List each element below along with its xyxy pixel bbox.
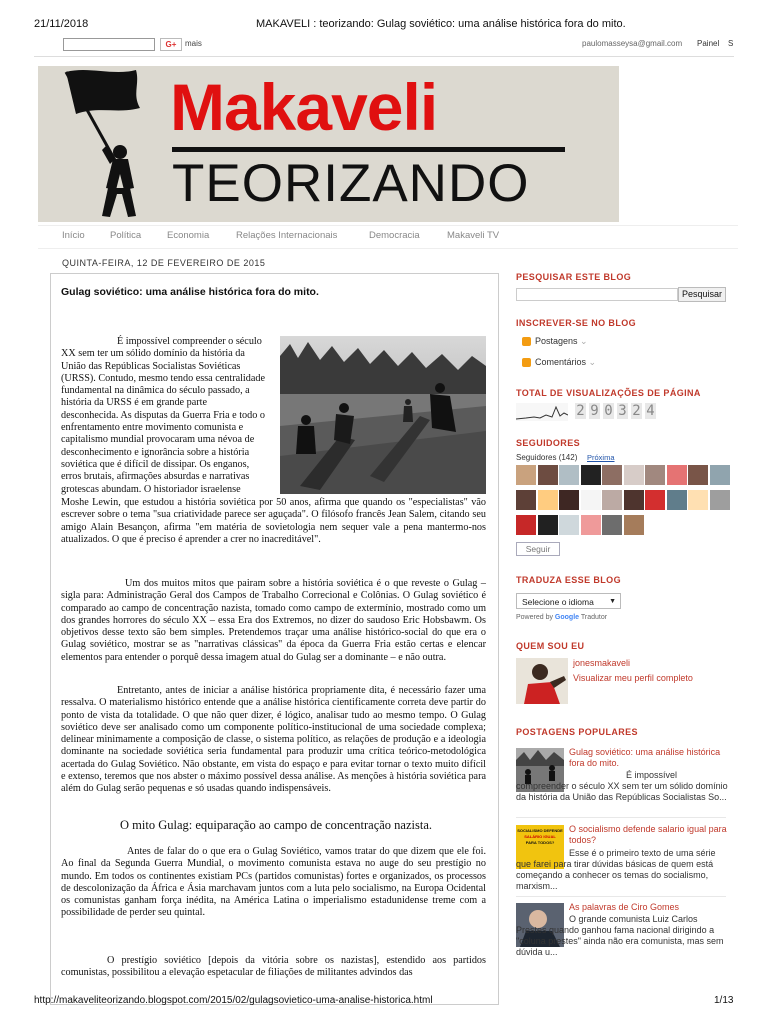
author-name-link[interactable]: jonesmakaveli [573,658,631,668]
follower-avatar[interactable] [710,490,730,510]
blog-subtitle: TEORIZANDO [172,154,530,213]
paragraph-1-wrap [61,336,271,496]
follower-avatar[interactable] [516,515,536,535]
post-date: QUINTA-FEIRA, 12 DE FEVEREIRO DE 2015 [62,258,266,268]
powered-by-prefix: Powered by [516,614,553,621]
follower-avatar[interactable] [559,490,579,510]
popular-post-3-title[interactable]: As palavras de Ciro Gomes [569,902,680,912]
feed-icon [522,358,531,367]
paragraph-2: Um dos muitos mitos que pairam sobre a história soviética é o que reveste o Gulag – sigla para: Administração Geral dos Campos de Trabalho Correcional e Colônias. O Gulag soviético é comparado ao campo de concentração nazista, tomado como campo de extermínio, mostrado como um dos grandes horrores do século XX – essa Era dos Extremos, no dizer do saudoso Eric Hobsbawm. Os objetivos desse texto são bem simples. Pretendemos traçar uma análise histórico-social do que era o Gulag soviético, mostrar se as "narrativas clássicas" da época da Guerra Fria estão certas e elencar elementos para entender o porquê dessa imagem atual do Gulag ser a dominante – e não outra. [61,578,486,663]
follower-avatar[interactable] [538,515,558,535]
navbar-divider [34,56,734,57]
pageview-digit: 9 [590,403,599,419]
translate-heading: TRADUZA ESSE BLOG [516,575,621,585]
p1-line: É impossível compreender o século [117,336,262,347]
subscribe-comments-dropdown[interactable] [522,357,596,368]
p1-line: enfrentamento entre movimento comunista e [61,422,244,434]
tab-politica[interactable]: Política [110,230,142,241]
tab-relacoes-internacionais[interactable]: Relações Internacionais [236,230,338,241]
p1-line: soviética que é difícil de dissipar. Os enganos, [61,458,250,470]
print-url: http://makaveliteorizando.blogspot.com/2015/02/gulagsovietico-uma-analise-historica.html [34,995,433,1006]
search-heading: PESQUISAR ESTE BLOG [516,272,632,282]
p1-line: (URSS). Contudo, mesmo tendo essa centralidade [61,372,265,384]
about-heading: QUEM SOU EU [516,641,585,651]
follower-avatar[interactable] [538,465,558,485]
gulag-photo[interactable] [280,336,486,494]
pageviews-sparkline [516,403,568,421]
language-select[interactable] [516,593,621,609]
title-underline [172,147,565,152]
follower-avatar[interactable] [602,490,622,510]
subscribe-posts-label: Postagens [535,336,578,346]
follower-avatar[interactable] [602,515,622,535]
thumb-2-line: SALÁRIO IGUAL [524,834,556,839]
user-email: paulomasseysa@gmail.com [582,39,683,48]
pageview-digit: 3 [618,403,627,419]
popular-post-2-snippet: Esse é o primeiro texto de uma série que farei para tirar dúvidas básicas de quem está começando a conhecer os temas do socialismo, marxism... [516,848,716,891]
follower-avatar[interactable] [516,465,536,485]
tab-democracia[interactable]: Democracia [369,230,420,241]
paragraph-4: Antes de falar do o que era o Gulag Soviético, vamos tratar do que dizem que ele foi. Ao final da Segunda Guerra Mundial, o movimento comunista estava no auge do seu prestígio no mundo. Em todos os continentes existiam PCs (partidos comunistas) fortes e organizados, os processos de descolonização da África e Ásia marchavam juntos com a luta pelo socialismo, na Europa Ocidental os comunistas ganham força inédita, na América Latina o imperialismo estadunidense treme com a possibilidade de perder seu quintal. [61,846,486,919]
signout-link[interactable]: S [728,39,734,48]
p1-line: fundamental na dinâmica do século passado, a [61,385,250,397]
popular-post-3-snippet: O grande comunista Luiz Carlos Prestes quando ganhou fama nacional dirigindo a "coluna prestes" ainda não era comunista, mas sem dúvida u... [516,914,724,957]
post-title[interactable]: Gulag soviético: uma análise histórica fora do mito. [61,286,319,298]
pageview-digit: 4 [646,403,655,419]
follower-avatar[interactable] [624,465,644,485]
follower-avatar[interactable] [710,465,730,485]
caret-down-icon: ▼ [609,598,616,605]
subscribe-posts-dropdown[interactable] [522,336,588,347]
follow-button[interactable]: Seguir [516,542,560,556]
chevron-down-icon: ⌄ [586,357,597,367]
print-date: 21/11/2018 [34,18,89,30]
thumb-2-line: PARA TODOS? [525,840,555,845]
p1-line: capitalismo mundial provocaram uma névoa de [61,434,255,446]
feed-icon [522,337,531,346]
powered-by-suffix: Tradutor [580,614,608,621]
blog-search-input[interactable] [516,288,678,301]
pageview-digit: 2 [576,403,585,419]
popular-divider [516,817,726,818]
pageview-digit: 0 [604,403,613,419]
search-button[interactable]: Pesquisar [678,287,726,302]
follower-avatar[interactable] [645,465,665,485]
print-page-number: 1/13 [714,995,734,1006]
thumb-2-line: SOCIALISMO DEFENDE [517,828,563,833]
pageview-digit: 2 [632,403,641,419]
follower-avatar[interactable] [667,465,687,485]
tab-makaveli-tv[interactable]: Makaveli TV [447,230,500,241]
paragraph-5: O prestígio soviético [depois da vitória sobre os nazistas], estendido aos partidos comunistas, possibilitou a elevação espetacular de filiações de militantes advindos das [61,955,486,979]
subscribe-comments-label: Comentários [535,357,587,367]
chevron-down-icon: ⌄ [577,336,588,346]
more-link[interactable]: mais [185,39,202,48]
follower-avatar[interactable] [538,490,558,510]
tab-economia[interactable]: Economia [167,230,210,241]
section-heading: O mito Gulag: equiparação ao campo de concentração nazista. [120,818,433,832]
follower-avatar[interactable] [645,490,665,510]
follower-avatar[interactable] [667,490,687,510]
p1-line: União das Repúblicas Socialistas Soviéticas [61,360,241,372]
followers-heading: SEGUIDORES [516,438,581,448]
follower-avatar[interactable] [581,515,601,535]
follower-avatar[interactable] [559,515,579,535]
gplus-button[interactable]: G+ [160,38,182,51]
tab-inicio[interactable]: Início [62,230,85,241]
follower-avatar[interactable] [688,490,708,510]
popular-heading: POSTAGENS POPULARES [516,727,638,737]
followers-next-link[interactable]: Próxima [587,453,615,462]
print-title: MAKAVELI : teorizando: Gulag soviético: uma análise histórica fora do mito. [256,18,626,30]
follower-avatar[interactable] [581,490,601,510]
navbar-search-input[interactable] [63,38,155,51]
follower-avatar[interactable] [624,515,644,535]
google-logo: Google [554,614,580,621]
popular-post-1-title[interactable]: Gulag soviético: uma análise histórica fora do mito. [569,747,721,768]
follower-avatar[interactable] [602,465,622,485]
subscribe-heading: INSCREVER-SE NO BLOG [516,318,637,328]
follower-avatar[interactable] [581,465,601,485]
p1-line: erros brutais, afirmações absurdas e narrativas [61,471,250,483]
follower-avatar[interactable] [688,465,708,485]
paragraph-1-tail: Moshe Lewin, que estudou a história soviética por 50 anos, afirma que quando os "especialistas" vão escrever sobre o tema "sua criatividade parece ser aguçada". O filósofo francês Jean Salem, citando seu amigo Alain Besançon, afirma "em matéria de sovietologia nem sequer vale a pena mantermo-nos atualizados. O que é preciso é aprender a crer no inacreditável". [61,497,486,545]
flag-bearer-icon [58,66,178,222]
follower-avatar[interactable] [559,465,579,485]
panel-link[interactable]: Painel [697,39,720,48]
popular-post-1-snippet: É impossível compreender o século XX sem ter um sólido domínio da história da União das Repúblicas Socialistas So... [516,770,728,802]
p1-line: XX sem ter um sólido domínio da história da [61,348,245,360]
language-select-label: Selecione o idioma [522,597,594,607]
follower-avatar[interactable] [516,490,536,510]
author-avatar[interactable] [516,658,568,704]
p1-line: desconhecimento e ignorância sobre a história [61,446,250,458]
followers-count: Seguidores (142) [516,453,578,462]
popular-divider [516,896,726,897]
pageviews-heading: TOTAL DE VISUALIZAÇÕES DE PÁGINA [516,388,701,398]
p1-line: desconhecida. As disputas da Guerra Fria e todo o [61,409,265,421]
paragraph-3: Entretanto, antes de iniciar a análise histórica propriamente dita, é necessário fazer uma ressalva. O materialismo histórico entende que a análise histórica cientificamente correta deve partir do ponto de vista da totalidade. O que não quer dizer, é lógico, analisar tudo ao mesmo tempo. O Gulag soviético deve ser analisado como um componente político-institucional de uma sociedade complexa; delinear minimamente a composição de classe, o sistema político, as relações de produção e a ideologia dominante na sociedade soviética seria fundamental para produzir uma crítica teórico-metodológica acertada do Gulag Soviético. Não obstante, em vista do espaço e para evitar tornar o texto muito difícil e extenso, teremos que nos abster o máximo possível dessa análise. As menções à história soviética para além do Gulag serão pequenas e só usadas quando indispensáveis. [61,685,486,795]
blog-title: Makaveli [170,70,438,144]
powered-by [516,614,607,621]
follower-avatar[interactable] [624,490,644,510]
author-profile-link[interactable]: Visualizar meu perfil completo [573,673,693,683]
popular-post-2-title[interactable]: O socialismo defende salario igual para todos? [569,824,727,845]
p1-line: grotescas abundam. O historiador israelense [61,483,241,495]
p1-line: história da URSS é em grande parte [61,397,207,409]
